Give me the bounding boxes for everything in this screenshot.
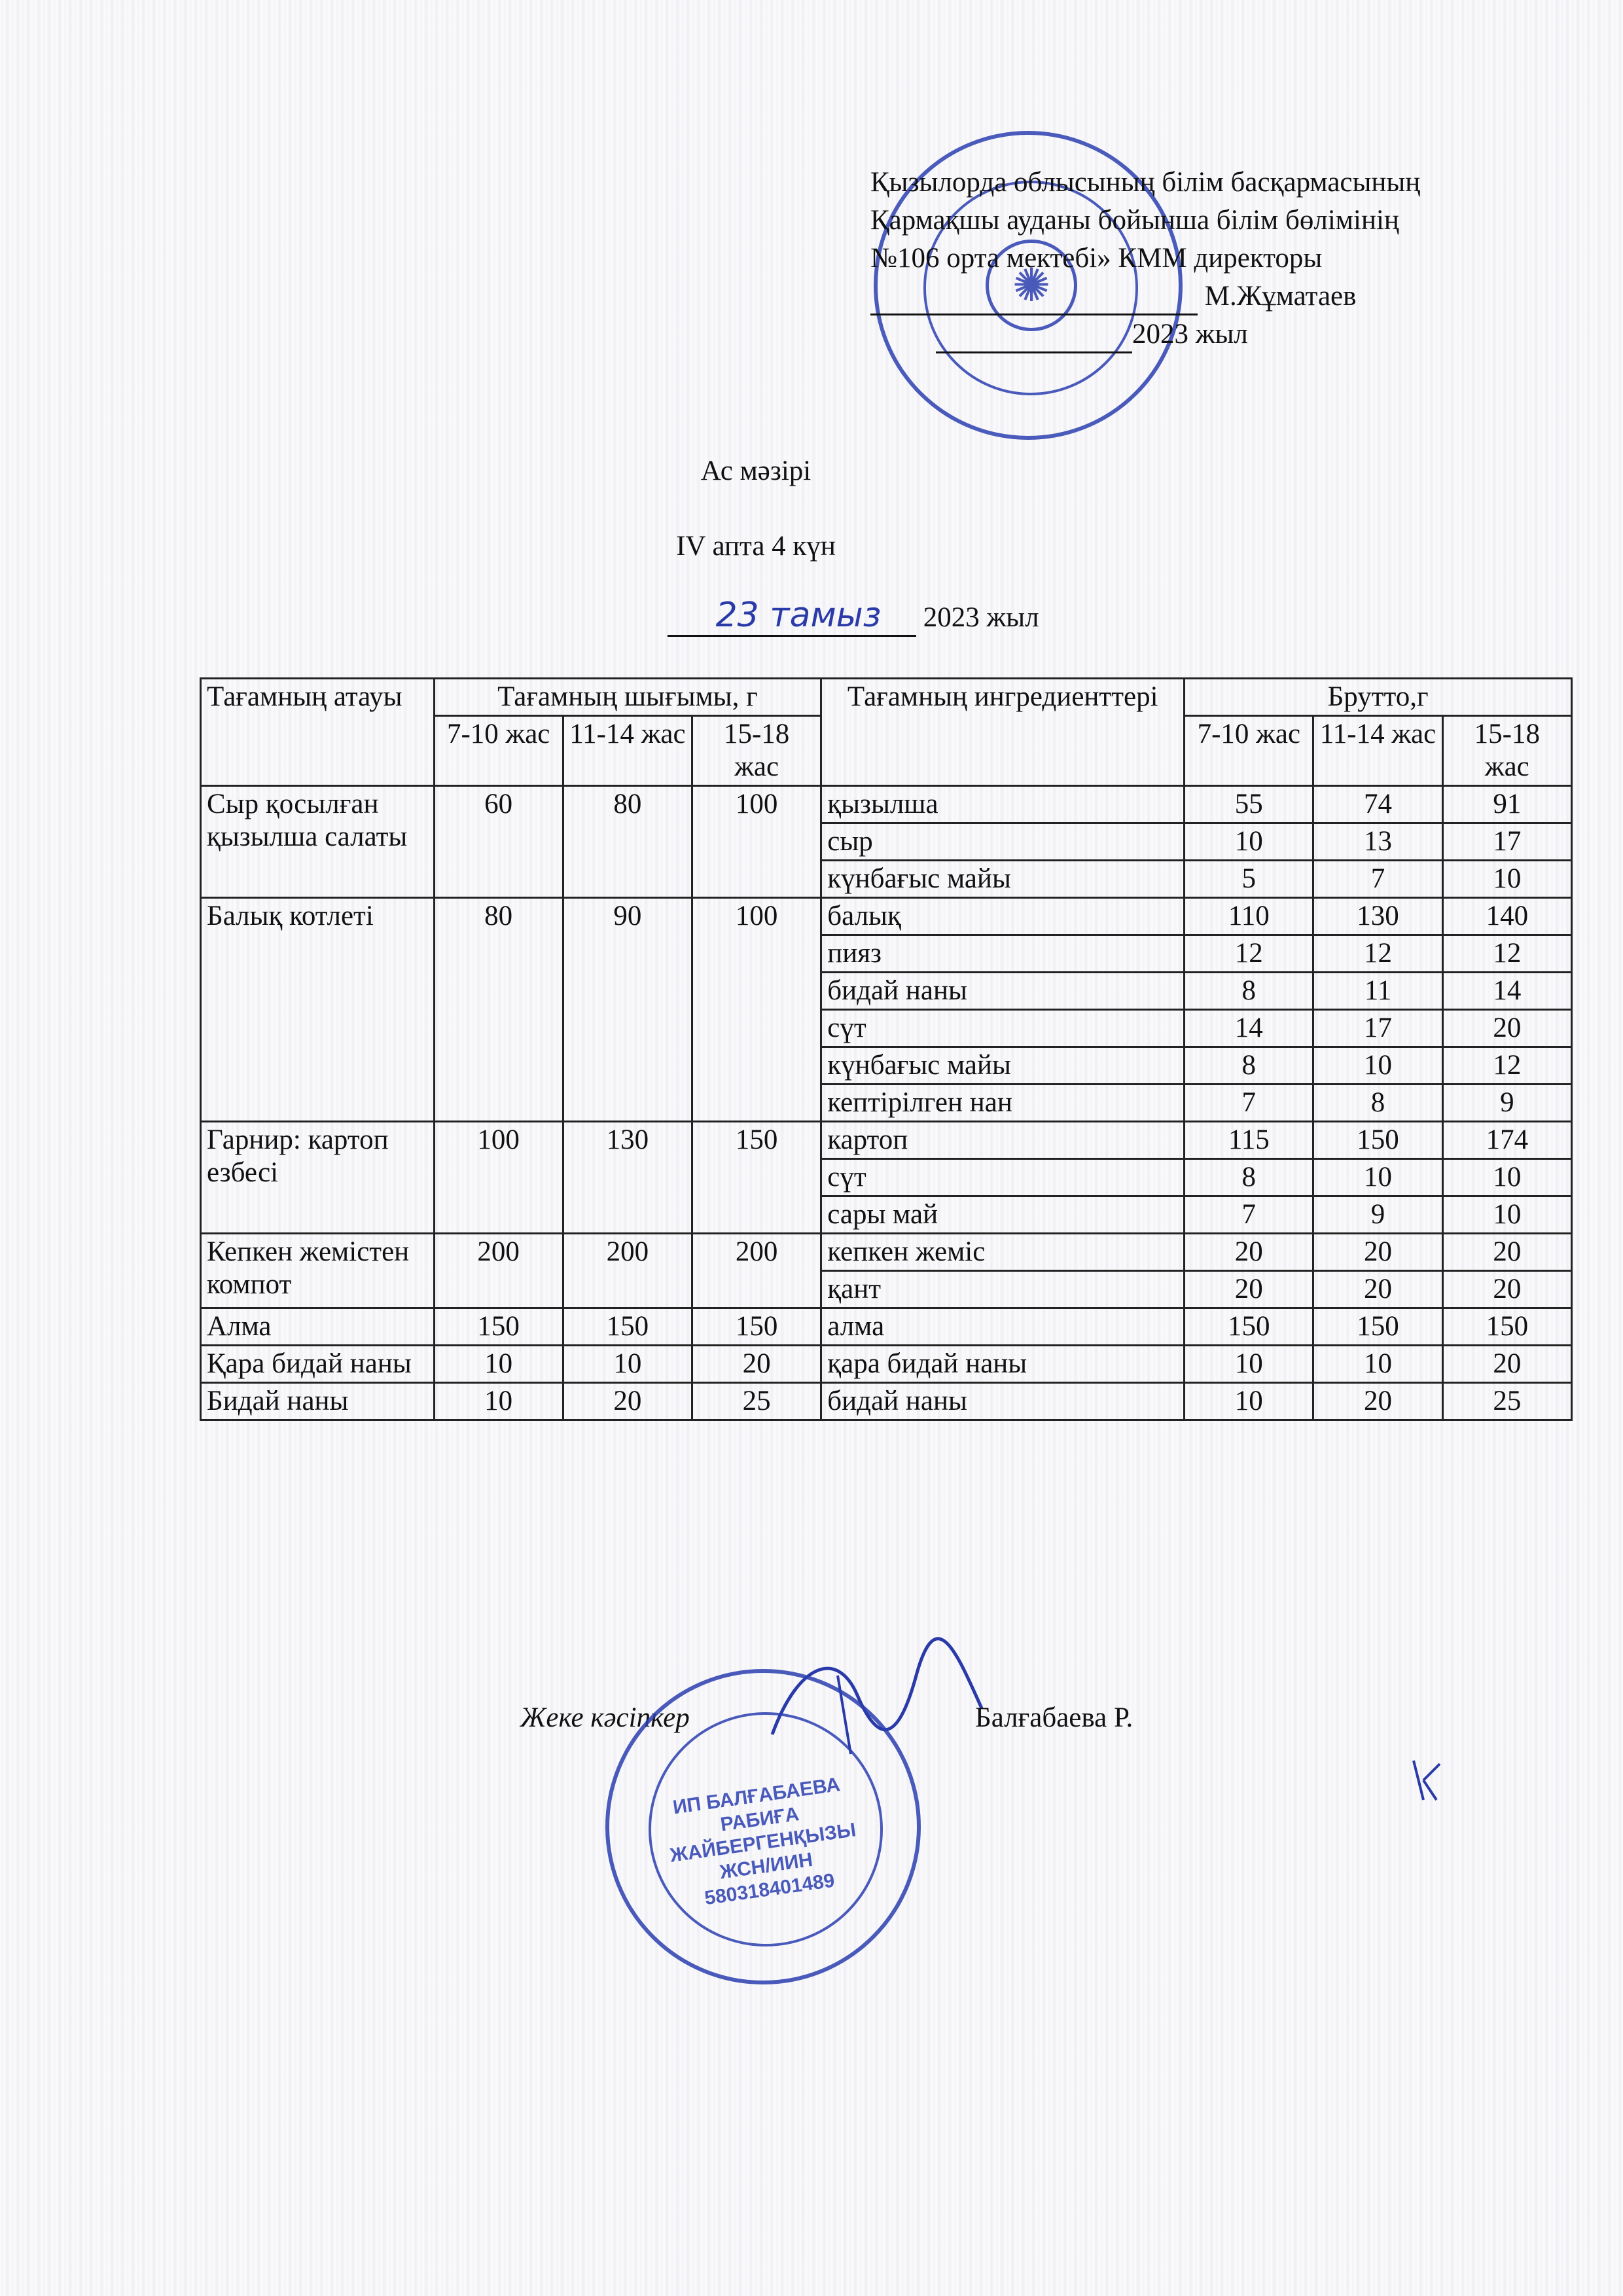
ingredient-gross-age-2: 17	[1313, 1010, 1442, 1047]
dish-yield-age-2: 20	[563, 1383, 692, 1420]
approval-line-2: Қармақшы ауданы бойынша білім бөлімінің	[870, 205, 1399, 236]
approval-block	[870, 164, 1525, 353]
ingredient-name: сары май	[821, 1196, 1185, 1234]
header-gross: Брутто,г	[1185, 679, 1572, 716]
header-yield: Тағамның шығымы, г	[434, 679, 821, 716]
ingredient-name: кепкен жеміс	[821, 1234, 1185, 1271]
ingredient-gross-age-3: 14	[1442, 973, 1571, 1010]
ingredient-gross-age-1: 14	[1185, 1010, 1313, 1047]
table-header-row	[201, 679, 1572, 716]
ingredient-gross-age-2: 10	[1313, 1047, 1442, 1085]
approval-year: 2023 жыл	[1132, 319, 1248, 350]
ingredient-gross-age-2: 13	[1313, 823, 1442, 861]
approval-date-line	[870, 315, 1525, 353]
ingredient-gross-age-3: 12	[1442, 1047, 1571, 1085]
ingredient-name: пияз	[821, 935, 1185, 973]
ingredient-gross-age-2: 130	[1313, 898, 1442, 935]
menu-table-body	[201, 786, 1572, 1420]
ingredient-gross-age-2: 9	[1313, 1196, 1442, 1234]
ingredient-name: кептірілген нан	[821, 1085, 1185, 1122]
table-row	[201, 898, 1572, 935]
dish-yield-age-2: 200	[563, 1234, 692, 1308]
ingredient-name: бидай наны	[821, 1383, 1185, 1420]
ingredient-gross-age-1: 110	[1185, 898, 1313, 935]
stamp-text: ИП БАЛҒАБАЕВА РАБИҒА ЖАЙБЕРГЕНҚЫЗЫ ЖСН/ИИН 580318401489	[668, 1773, 858, 1910]
ingredient-gross-age-1: 7	[1185, 1085, 1313, 1122]
ingredient-gross-age-3: 20	[1442, 1271, 1571, 1308]
dish-name: Алма	[201, 1308, 435, 1346]
entrepreneur-stamp	[605, 1669, 921, 1984]
ingredient-gross-age-3: 9	[1442, 1085, 1571, 1122]
dish-yield-age-2: 10	[563, 1346, 692, 1383]
dish-name: Бидай наны	[201, 1383, 435, 1420]
ingredient-gross-age-2: 150	[1313, 1308, 1442, 1346]
dish-yield-age-1: 100	[434, 1122, 563, 1234]
ingredient-name: күнбағыс майы	[821, 1047, 1185, 1085]
table-row	[201, 1308, 1572, 1346]
ingredient-name: картоп	[821, 1122, 1185, 1159]
ingredient-gross-age-3: 10	[1442, 1159, 1571, 1196]
dish-yield-age-3: 20	[692, 1346, 821, 1383]
ingredient-gross-age-1: 8	[1185, 1159, 1313, 1196]
entrepreneur-role: Жеке кәсіпкер	[520, 1702, 690, 1733]
page-title: Ас мәзірі	[700, 456, 812, 486]
ingredient-gross-age-3: 20	[1442, 1010, 1571, 1047]
ingredient-name: сүт	[821, 1010, 1185, 1047]
table-row	[201, 1122, 1572, 1159]
menu-table	[200, 677, 1573, 1421]
ingredient-gross-age-1: 7	[1185, 1196, 1313, 1234]
ingredient-gross-age-2: 11	[1313, 973, 1442, 1010]
header-yield-age-3: 15-18 жас	[692, 716, 821, 786]
dish-yield-age-2: 150	[563, 1308, 692, 1346]
date-line	[668, 596, 1039, 637]
ingredient-gross-age-1: 10	[1185, 823, 1313, 861]
table-row	[201, 1234, 1572, 1271]
ingredient-gross-age-2: 8	[1313, 1085, 1442, 1122]
header-dish: Тағамның атауы	[201, 679, 435, 786]
ingredient-gross-age-2: 7	[1313, 861, 1442, 898]
dish-yield-age-3: 100	[692, 786, 821, 898]
header-gross-age-3: 15-18 жас	[1442, 716, 1571, 786]
ingredient-name: сыр	[821, 823, 1185, 861]
header-yield-age-1: 7-10 жас	[434, 716, 563, 786]
ingredient-gross-age-2: 20	[1313, 1271, 1442, 1308]
dish-yield-age-2: 90	[563, 898, 692, 1122]
ingredient-name: алма	[821, 1308, 1185, 1346]
handwritten-date: 23 тамыз	[668, 596, 916, 637]
ingredient-gross-age-1: 12	[1185, 935, 1313, 973]
handwritten-mark	[1407, 1754, 1446, 1806]
ingredient-gross-age-1: 55	[1185, 786, 1313, 823]
ingredient-gross-age-3: 174	[1442, 1122, 1571, 1159]
dish-yield-age-3: 25	[692, 1383, 821, 1420]
ingredient-gross-age-2: 150	[1313, 1122, 1442, 1159]
ingredient-gross-age-3: 10	[1442, 1196, 1571, 1234]
ingredient-gross-age-1: 10	[1185, 1346, 1313, 1383]
approval-signatory: М.Жұматаев	[1204, 281, 1357, 312]
header-yield-age-2: 11-14 жас	[563, 716, 692, 786]
ingredient-gross-age-3: 91	[1442, 786, 1571, 823]
ingredient-gross-age-1: 8	[1185, 1047, 1313, 1085]
approval-line-3: №106 орта мектебі» КММ директоры	[870, 243, 1323, 274]
ingredient-gross-age-3: 140	[1442, 898, 1571, 935]
signature-underline	[870, 287, 1198, 315]
dish-name: Сыр қосылған қызылша салаты	[201, 786, 435, 898]
approval-line-1: Қызылорда облысының білім басқармасының	[870, 167, 1421, 198]
entrepreneur-name: Балғабаева Р.	[975, 1702, 1133, 1733]
dish-yield-age-1: 80	[434, 898, 563, 1122]
dish-yield-age-3: 200	[692, 1234, 821, 1308]
ingredient-gross-age-3: 12	[1442, 935, 1571, 973]
date-underline	[936, 325, 1132, 353]
ingredient-gross-age-3: 25	[1442, 1383, 1571, 1420]
ingredient-gross-age-3: 17	[1442, 823, 1571, 861]
dish-yield-age-3: 100	[692, 898, 821, 1122]
table-row	[201, 786, 1572, 823]
approval-signature-line	[870, 278, 1525, 315]
ingredient-name: күнбағыс майы	[821, 861, 1185, 898]
ingredient-gross-age-2: 12	[1313, 935, 1442, 973]
dish-name: Кепкен жемістен компот	[201, 1234, 435, 1308]
header-gross-age-2: 11-14 жас	[1313, 716, 1442, 786]
ingredient-name: қара бидай наны	[821, 1346, 1185, 1383]
dish-name: Гарнир: картоп езбесі	[201, 1122, 435, 1234]
ingredient-gross-age-2: 10	[1313, 1159, 1442, 1196]
ingredient-name: қант	[821, 1271, 1185, 1308]
dish-yield-age-3: 150	[692, 1308, 821, 1346]
week-day-label: IV апта 4 күн	[676, 531, 836, 562]
dish-yield-age-1: 10	[434, 1383, 563, 1420]
dish-name: Қара бидай наны	[201, 1346, 435, 1383]
header-ingredients: Тағамның ингредиенттері	[821, 679, 1185, 786]
ingredient-name: сүт	[821, 1159, 1185, 1196]
ingredient-gross-age-2: 20	[1313, 1383, 1442, 1420]
dish-yield-age-1: 200	[434, 1234, 563, 1308]
dish-name: Балық котлеті	[201, 898, 435, 1122]
ingredient-gross-age-3: 150	[1442, 1308, 1571, 1346]
ingredient-gross-age-2: 20	[1313, 1234, 1442, 1271]
ingredient-gross-age-1: 150	[1185, 1308, 1313, 1346]
header-gross-age-1: 7-10 жас	[1185, 716, 1313, 786]
ingredient-name: қызылша	[821, 786, 1185, 823]
state-emblem-icon: ✺	[986, 240, 1077, 331]
ingredient-name: бидай наны	[821, 973, 1185, 1010]
ingredient-gross-age-1: 20	[1185, 1271, 1313, 1308]
ingredient-gross-age-3: 20	[1442, 1346, 1571, 1383]
ingredient-gross-age-2: 74	[1313, 786, 1442, 823]
dish-yield-age-1: 150	[434, 1308, 563, 1346]
table-row	[201, 1383, 1572, 1420]
ingredient-gross-age-3: 10	[1442, 861, 1571, 898]
dish-yield-age-3: 150	[692, 1122, 821, 1234]
ingredient-gross-age-1: 115	[1185, 1122, 1313, 1159]
table-row	[201, 1346, 1572, 1383]
ingredient-gross-age-3: 20	[1442, 1234, 1571, 1271]
ingredient-name: балық	[821, 898, 1185, 935]
ingredient-gross-age-1: 20	[1185, 1234, 1313, 1271]
ingredient-gross-age-1: 5	[1185, 861, 1313, 898]
dish-yield-age-1: 60	[434, 786, 563, 898]
ingredient-gross-age-1: 10	[1185, 1383, 1313, 1420]
ingredient-gross-age-1: 8	[1185, 973, 1313, 1010]
date-year: 2023 жыл	[923, 602, 1039, 633]
dish-yield-age-2: 80	[563, 786, 692, 898]
ingredient-gross-age-2: 10	[1313, 1346, 1442, 1383]
dish-yield-age-2: 130	[563, 1122, 692, 1234]
dish-yield-age-1: 10	[434, 1346, 563, 1383]
